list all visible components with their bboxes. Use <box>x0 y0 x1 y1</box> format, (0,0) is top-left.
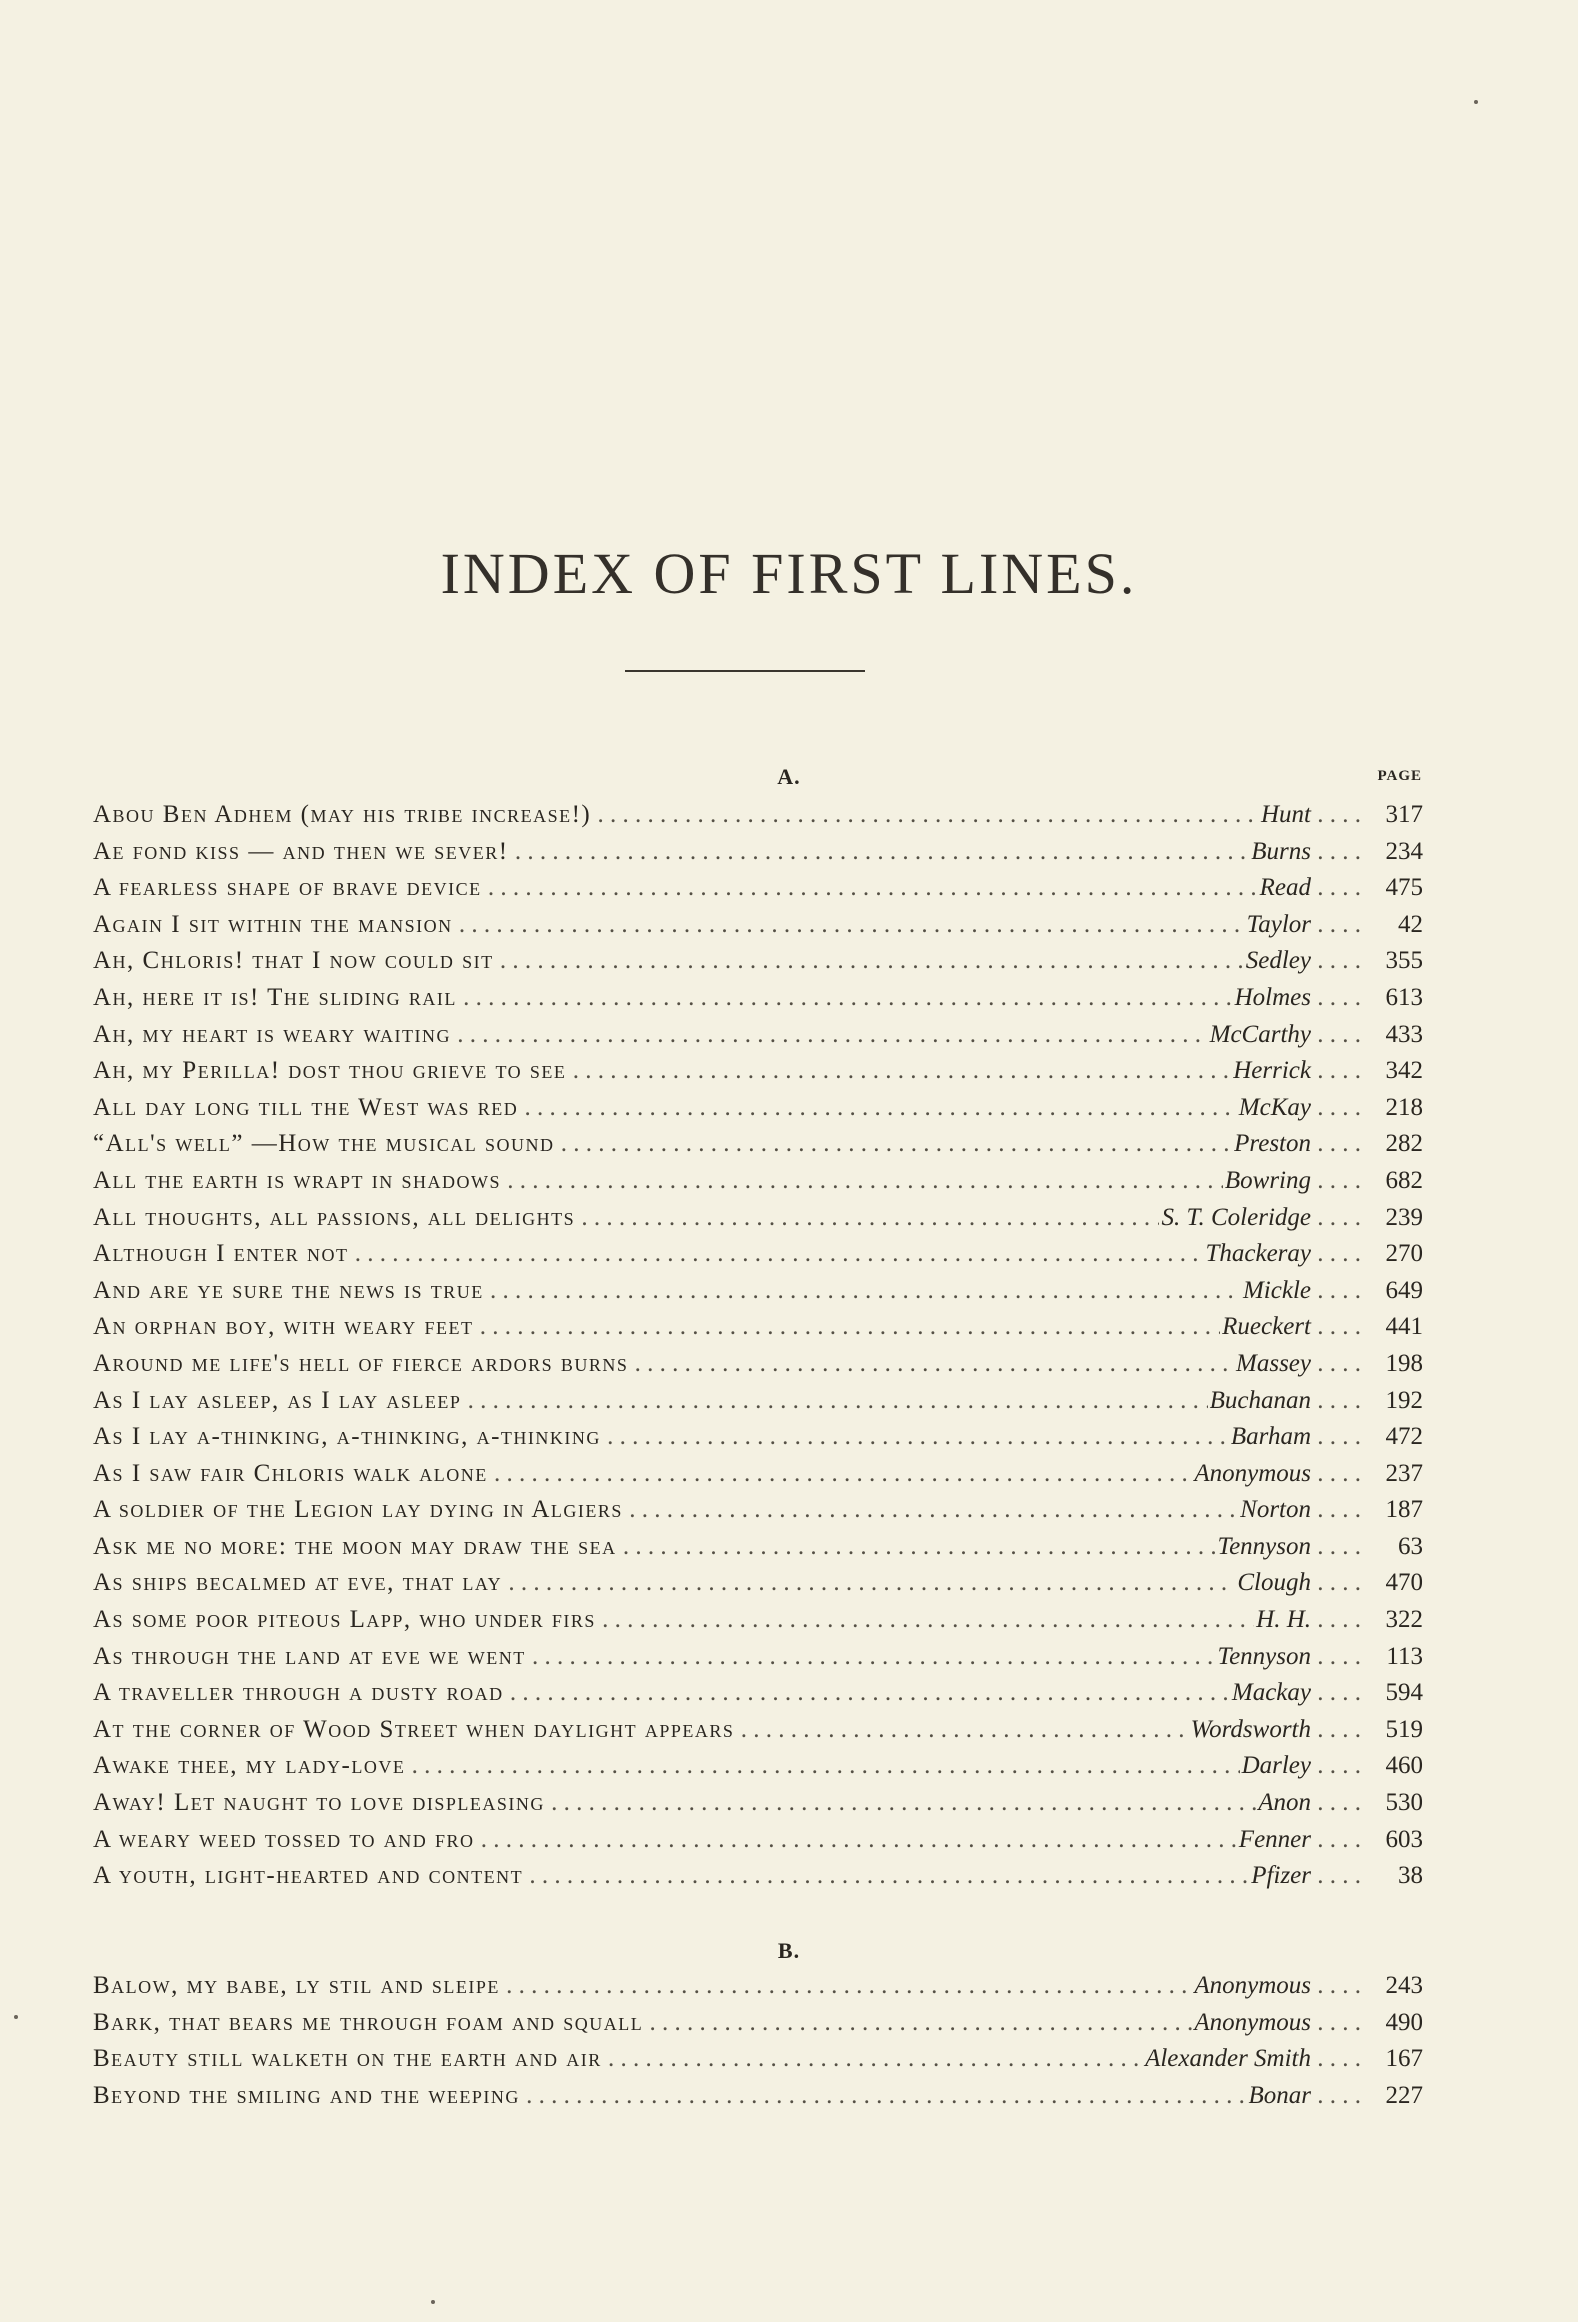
index-entry <box>93 1643 1423 1680</box>
first-line-text: A weary weed tossed to and fro . . . <box>93 1826 1237 1854</box>
paper-speck <box>1474 100 1478 104</box>
first-line-text: Ah, my Perilla! dost thou grieve to see . . . <box>93 1057 1231 1085</box>
index-entry <box>93 1167 1423 1204</box>
index-entry <box>93 947 1423 984</box>
page-number: 239 <box>1385 1203 1423 1231</box>
author-name: Sedley . . . . <box>1244 947 1361 975</box>
index-entry <box>93 1606 1423 1643</box>
first-line-text: As through the land at eve we went . . . <box>93 1643 1215 1671</box>
paper-speck <box>14 2015 18 2019</box>
author-name: Barham . . . . <box>1229 1423 1361 1451</box>
author-name: Anon . . . . <box>1256 1789 1361 1817</box>
author-name: Massey . . . . <box>1234 1350 1361 1378</box>
first-line-text: “All's well” —How the musical sound . . . <box>93 1130 1232 1158</box>
author-name: H. H. . . . . <box>1254 1606 1361 1634</box>
page-number: 475 <box>1385 874 1423 902</box>
page-number: 198 <box>1385 1349 1423 1377</box>
page-number: 433 <box>1385 1020 1423 1048</box>
first-line-text: Around me life's hell of fierce ardors burns . . . <box>93 1350 1234 1378</box>
first-line-text: All thoughts, all passions, all delights . . . <box>93 1204 1159 1232</box>
page-number: 470 <box>1385 1569 1423 1597</box>
index-entry <box>93 1204 1423 1241</box>
first-line-text: And are ye sure the news is true . . . <box>93 1277 1241 1305</box>
first-line-text: Away! Let naught to love displeasing . . . <box>93 1789 1256 1817</box>
author-name: Darley . . . . <box>1240 1752 1361 1780</box>
first-line-text: Again I sit within the mansion . . . <box>93 911 1245 939</box>
index-entry <box>93 1130 1423 1167</box>
first-line-text: A youth, light-hearted and content . . . <box>93 1862 1249 1890</box>
page-number: 490 <box>1385 2008 1423 2036</box>
author-name: Norton . . . . <box>1238 1496 1361 1524</box>
index-entry <box>93 2045 1423 2082</box>
section-b-entries <box>93 1972 1423 2118</box>
first-line-text: As I lay asleep, as I lay asleep . . . <box>93 1387 1208 1415</box>
author-name: Taylor . . . . <box>1245 911 1361 939</box>
page-number: 317 <box>1385 801 1423 828</box>
page-number: 603 <box>1385 1825 1423 1853</box>
author-name: Buchanan . . . . <box>1208 1387 1361 1415</box>
author-name: Tennyson . . . . <box>1215 1643 1361 1671</box>
first-line-text: As some poor piteous Lapp, who under firs . . . <box>93 1606 1254 1634</box>
page-number: 237 <box>1385 1459 1423 1487</box>
author-name: Bonar . . . . <box>1247 2082 1362 2110</box>
author-name: McKay . . . . <box>1237 1094 1361 1122</box>
author-name: Burns . . . . <box>1249 838 1361 866</box>
page-number: 342 <box>1385 1057 1423 1085</box>
page-number: 187 <box>1385 1496 1423 1524</box>
paper-speck <box>431 2300 435 2304</box>
index-entry <box>93 1240 1423 1277</box>
first-line-text: Beyond the smiling and the weeping . . . <box>93 2082 1247 2110</box>
author-name: Anonymous . . . . <box>1192 1460 1361 1488</box>
first-line-text: Abou Ben Adhem (may his tribe increase!) . . . <box>93 801 1259 829</box>
index-entry <box>93 801 1423 838</box>
author-name: S. T. Coleridge . . . . <box>1159 1204 1361 1232</box>
index-entry <box>93 2082 1423 2119</box>
page-number: 243 <box>1385 1972 1423 1999</box>
first-line-text: Ah, my heart is weary waiting . . . <box>93 1021 1208 1049</box>
first-line-text: A fearless shape of brave device . . . <box>93 874 1258 902</box>
index-entry <box>93 1716 1423 1753</box>
author-name: Herrick . . . . <box>1231 1057 1361 1085</box>
page-number: 192 <box>1385 1386 1423 1414</box>
section-heading-b: B. <box>777 1938 801 1963</box>
first-line-text: As ships becalmed at eve, that lay . . . <box>93 1569 1235 1597</box>
page-number: 682 <box>1385 1166 1423 1194</box>
index-entry <box>93 838 1423 875</box>
index-entry <box>93 1789 1423 1826</box>
section-heading-a: A. <box>777 764 801 789</box>
page-number: 519 <box>1385 1715 1423 1743</box>
page-number: 460 <box>1385 1752 1423 1780</box>
index-entry <box>93 1350 1423 1387</box>
author-name: McCarthy . . . . <box>1208 1021 1361 1049</box>
author-name: Wordsworth . . . . <box>1189 1716 1361 1744</box>
author-name: Rueckert . . . . <box>1220 1313 1361 1341</box>
first-line-text: As I lay a-thinking, a-thinking, a-thinking . . . <box>93 1423 1229 1451</box>
page-number: 594 <box>1385 1679 1423 1707</box>
index-entry <box>93 2009 1423 2046</box>
index-entry <box>93 1094 1423 1131</box>
page-number: 355 <box>1385 947 1423 975</box>
first-line-text: An orphan boy, with weary feet . . . <box>93 1313 1220 1341</box>
author-name: Read . . . . <box>1258 874 1361 902</box>
page-number: 63 <box>1398 1532 1423 1560</box>
index-entry <box>93 1752 1423 1789</box>
author-name: Fenner . . . . <box>1237 1826 1361 1854</box>
page-title: INDEX OF FIRST LINES. <box>440 541 1138 606</box>
author-name: Pfizer . . . . <box>1249 1862 1361 1890</box>
first-line-text: Ask me no more: the moon may draw the sea . . . <box>93 1533 1215 1561</box>
author-name: Mackay . . . . <box>1230 1679 1361 1707</box>
index-entry <box>93 1972 1423 2009</box>
index-entry <box>93 1569 1423 1606</box>
page-number: 613 <box>1385 983 1423 1011</box>
author-name: Bowring . . . . <box>1223 1167 1361 1195</box>
author-name: Anonymous . . . . <box>1192 1972 1361 2000</box>
index-entry <box>93 1277 1423 1314</box>
author-name: Mickle . . . . <box>1241 1277 1361 1305</box>
index-entry <box>93 1533 1423 1570</box>
index-entry <box>93 1387 1423 1424</box>
page-number: 227 <box>1385 2081 1423 2109</box>
author-name: Alexander Smith . . . . <box>1143 2045 1361 2073</box>
title-rule <box>625 670 865 672</box>
page-number: 113 <box>1386 1642 1423 1670</box>
page-number: 42 <box>1398 910 1423 938</box>
index-entry <box>93 1313 1423 1350</box>
author-name: Anonymous . . . . <box>1192 2009 1361 2037</box>
page-number: 472 <box>1385 1423 1423 1451</box>
author-name: Clough . . . . <box>1235 1569 1361 1597</box>
first-line-text: A soldier of the Legion lay dying in Algiers . . . <box>93 1496 1238 1524</box>
page-number: 270 <box>1385 1240 1423 1268</box>
page-number: 234 <box>1385 837 1423 865</box>
index-entry <box>93 911 1423 948</box>
page-number: 441 <box>1385 1313 1423 1341</box>
first-line-text: Bark, that bears me through foam and squall . . . <box>93 2009 1192 2037</box>
page-column-label: PAGE <box>1377 768 1422 784</box>
page-number: 649 <box>1385 1276 1423 1304</box>
index-entry <box>93 1496 1423 1533</box>
first-line-text: Ah, here it is! The sliding rail . . . <box>93 984 1233 1012</box>
first-line-text: At the corner of Wood Street when daylight appears . . . <box>93 1716 1189 1744</box>
first-line-text: All day long till the West was red . . . <box>93 1094 1237 1122</box>
index-entry <box>93 1679 1423 1716</box>
page-number: 167 <box>1385 2045 1423 2073</box>
author-name: Hunt . . . . <box>1259 801 1361 829</box>
page-number: 530 <box>1385 1789 1423 1817</box>
first-line-text: As I saw fair Chloris walk alone . . . <box>93 1460 1192 1488</box>
index-entry <box>93 1021 1423 1058</box>
section-a-entries <box>93 801 1423 1899</box>
index-entry <box>93 1826 1423 1863</box>
first-line-text: All the earth is wrapt in shadows . . . <box>93 1167 1223 1195</box>
first-line-text: A traveller through a dusty road . . . <box>93 1679 1230 1707</box>
page-number: 322 <box>1385 1606 1423 1634</box>
index-entry <box>93 1460 1423 1497</box>
index-entry <box>93 984 1423 1021</box>
first-line-text: Balow, my babe, ly stil and sleipe . . . <box>93 1972 1192 2000</box>
first-line-text: Although I enter not . . . <box>93 1240 1203 1268</box>
page-number: 38 <box>1398 1862 1423 1890</box>
author-name: Preston . . . . <box>1232 1130 1361 1158</box>
first-line-text: Ae fond kiss — and then we sever! . . . <box>93 838 1249 866</box>
author-name: Tennyson . . . . <box>1215 1533 1361 1561</box>
author-name: Thackeray . . . . <box>1203 1240 1361 1268</box>
first-line-text: Ah, Chloris! that I now could sit . . . <box>93 947 1244 975</box>
first-line-text: Awake thee, my lady-love . . . <box>93 1752 1240 1780</box>
first-line-text: Beauty still walketh on the earth and air . . . <box>93 2045 1143 2073</box>
page-number: 282 <box>1385 1130 1423 1158</box>
index-entry <box>93 1862 1423 1899</box>
index-entry <box>93 1057 1423 1094</box>
author-name: Holmes . . . . <box>1233 984 1361 1012</box>
page-number: 218 <box>1385 1093 1423 1121</box>
index-entry <box>93 1423 1423 1460</box>
index-entry <box>93 874 1423 911</box>
